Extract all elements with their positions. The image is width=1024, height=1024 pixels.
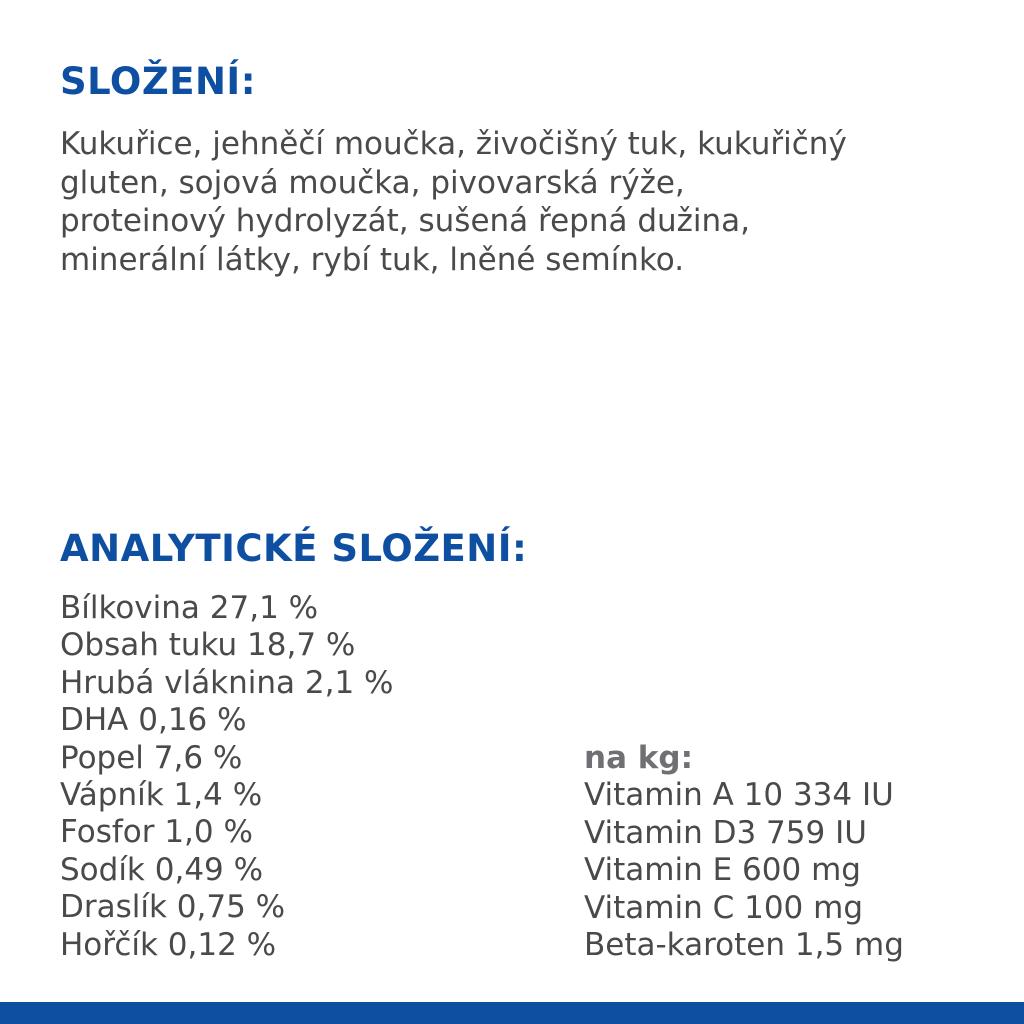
analytical-item-crude-fibre: Hrubá vláknina 2,1 % xyxy=(60,664,394,701)
ingredients-line: Kukuřice, jehněčí moučka, živočišný tuk, kukuřičný xyxy=(60,126,847,162)
composition-heading: SLOŽENÍ: xyxy=(60,60,256,103)
analytical-item-magnesium: Hořčík 0,12 % xyxy=(60,926,277,963)
ingredients-paragraph xyxy=(60,125,1000,279)
per-kg-label: na kg: xyxy=(584,740,693,776)
analytical-values-list xyxy=(60,590,394,964)
ingredients-line: proteinový hydrolyzát, sušená řepná dužina, xyxy=(60,203,751,239)
ingredients-line: gluten, sojová moučka, pivovarská rýže, xyxy=(60,164,685,201)
analytical-composition-heading: ANALYTICKÉ SLOŽENÍ: xyxy=(60,527,528,570)
analytical-item-calcium: Vápník 1,4 % xyxy=(60,777,263,814)
analytical-item-ash: Popel 7,6 % xyxy=(60,739,243,776)
vitamin-item-e: Vitamin E 600 mg xyxy=(584,852,861,889)
ingredients-line: minerální látky, rybí tuk, lněné semínko. xyxy=(60,241,685,278)
vitamins-block xyxy=(584,740,904,964)
analytical-item-fat: Obsah tuku 18,7 % xyxy=(60,627,356,664)
vitamin-item-a: Vitamin A 10 334 IU xyxy=(584,777,894,814)
vitamin-item-c: Vitamin C 100 mg xyxy=(584,889,863,926)
bottom-accent-bar xyxy=(0,1002,1024,1024)
analytical-item-protein: Bílkovina 27,1 % xyxy=(60,590,319,626)
analytical-item-potassium: Draslík 0,75 % xyxy=(60,889,286,926)
vitamins-list xyxy=(584,777,904,964)
vitamin-item-d3: Vitamin D3 759 IU xyxy=(584,814,867,851)
analytical-item-sodium: Sodík 0,49 % xyxy=(60,851,264,888)
vitamin-item-beta-carotene: Beta-karoten 1,5 mg xyxy=(584,927,904,964)
analytical-item-phosphorus: Fosfor 1,0 % xyxy=(60,814,253,851)
analytical-item-dha: DHA 0,16 % xyxy=(60,702,247,739)
